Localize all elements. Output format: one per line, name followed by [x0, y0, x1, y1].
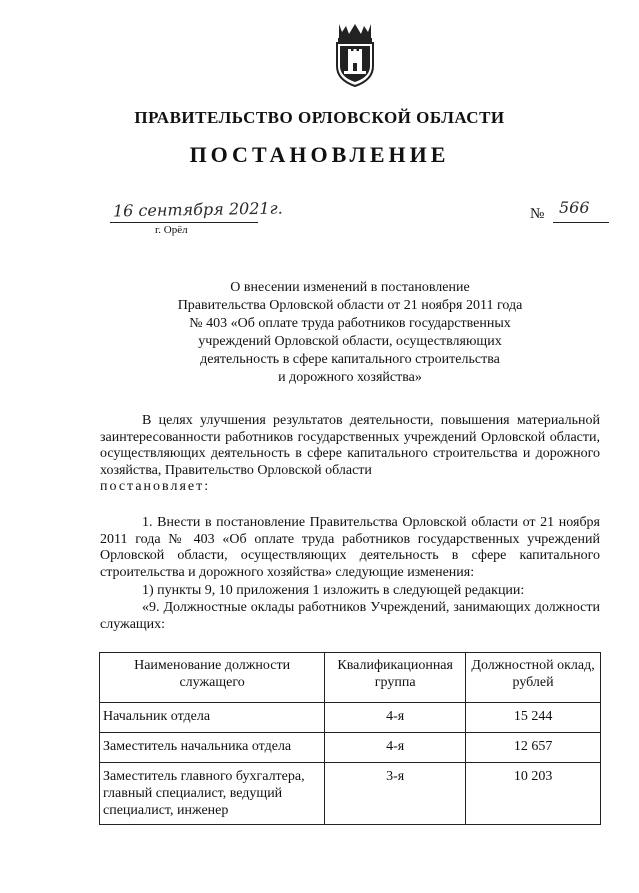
- subject-line: и дорожного хозяйства»: [278, 370, 422, 385]
- group-cell: 4-я: [325, 733, 466, 763]
- preamble-text: В целях улучшения результатов деятельности, повышения материальной заинтересованности работников государственных учреждений Орловской области, осуществляющих деятельность в сфере капитального строительства и дорожного хозяйства, Правительство Орловской области: [100, 413, 600, 478]
- handwritten-date: 16 сентября 2021г.: [112, 198, 283, 221]
- table-row: [100, 703, 601, 733]
- item-9-paragraph: «9. Должностные оклады работников Учреждений, занимающих должности служащих:: [100, 600, 600, 632]
- preamble-paragraph: [100, 413, 600, 496]
- column-header: Должностной оклад, рублей: [466, 653, 601, 703]
- subject-line: Правительства Орловской области от 21 ноября 2011 года: [177, 298, 523, 313]
- subject-heading: [100, 279, 600, 387]
- position-cell: Заместитель главного бухгалтера, главный специалист, ведущий специалист, инженер: [100, 763, 325, 825]
- salary-cell: 15 244: [466, 703, 601, 733]
- number-label: №: [530, 206, 545, 222]
- group-cell: 3-я: [325, 763, 466, 825]
- salary-cell: 12 657: [466, 733, 601, 763]
- orel-region-coat-of-arms-icon: [331, 22, 379, 88]
- item-1-1-paragraph: 1) пункты 9, 10 приложения 1 изложить в следующей редакции:: [142, 583, 525, 598]
- document-type: ПОСТАНОВЛЕНИЕ: [189, 142, 450, 167]
- number-underline: [553, 222, 609, 223]
- salary-cell: 10 203: [466, 763, 601, 825]
- group-cell: 4-я: [325, 703, 466, 733]
- government-title: ПРАВИТЕЛЬСТВО ОРЛОВСКОЙ ОБЛАСТИ: [134, 108, 505, 127]
- position-cell: Заместитель начальника отдела: [100, 733, 325, 763]
- handwritten-number: 566: [559, 198, 590, 217]
- position-cell: Начальник отдела: [100, 703, 325, 733]
- column-header: Наименование должности служащего: [100, 653, 325, 703]
- resolves-word: постановляет:: [100, 479, 211, 494]
- subject-line: О внесении изменений в постановление: [230, 280, 470, 295]
- column-header: Квалификационная группа: [325, 653, 466, 703]
- subject-line: учреждений Орловской области, осуществляющих: [198, 334, 502, 349]
- table-header-row: [100, 653, 601, 703]
- subject-line: деятельность в сфере капитального строительства: [200, 352, 500, 367]
- city-label: г. Орёл: [155, 224, 188, 236]
- item-1-paragraph: 1. Внести в постановление Правительства Орловской области от 21 ноября 2011 года № 403 «Об оплате труда работников государственных учреждений Орловской области, осуществляющих деятельность в сфере капитального строительства и дорожного хозяйства» следующие изменения:: [100, 515, 600, 580]
- table-row: [100, 763, 601, 825]
- subject-line: № 403 «Об оплате труда работников государственных: [189, 316, 511, 331]
- salary-table: [99, 652, 601, 825]
- date-underline: [110, 222, 258, 223]
- table-row: [100, 733, 601, 763]
